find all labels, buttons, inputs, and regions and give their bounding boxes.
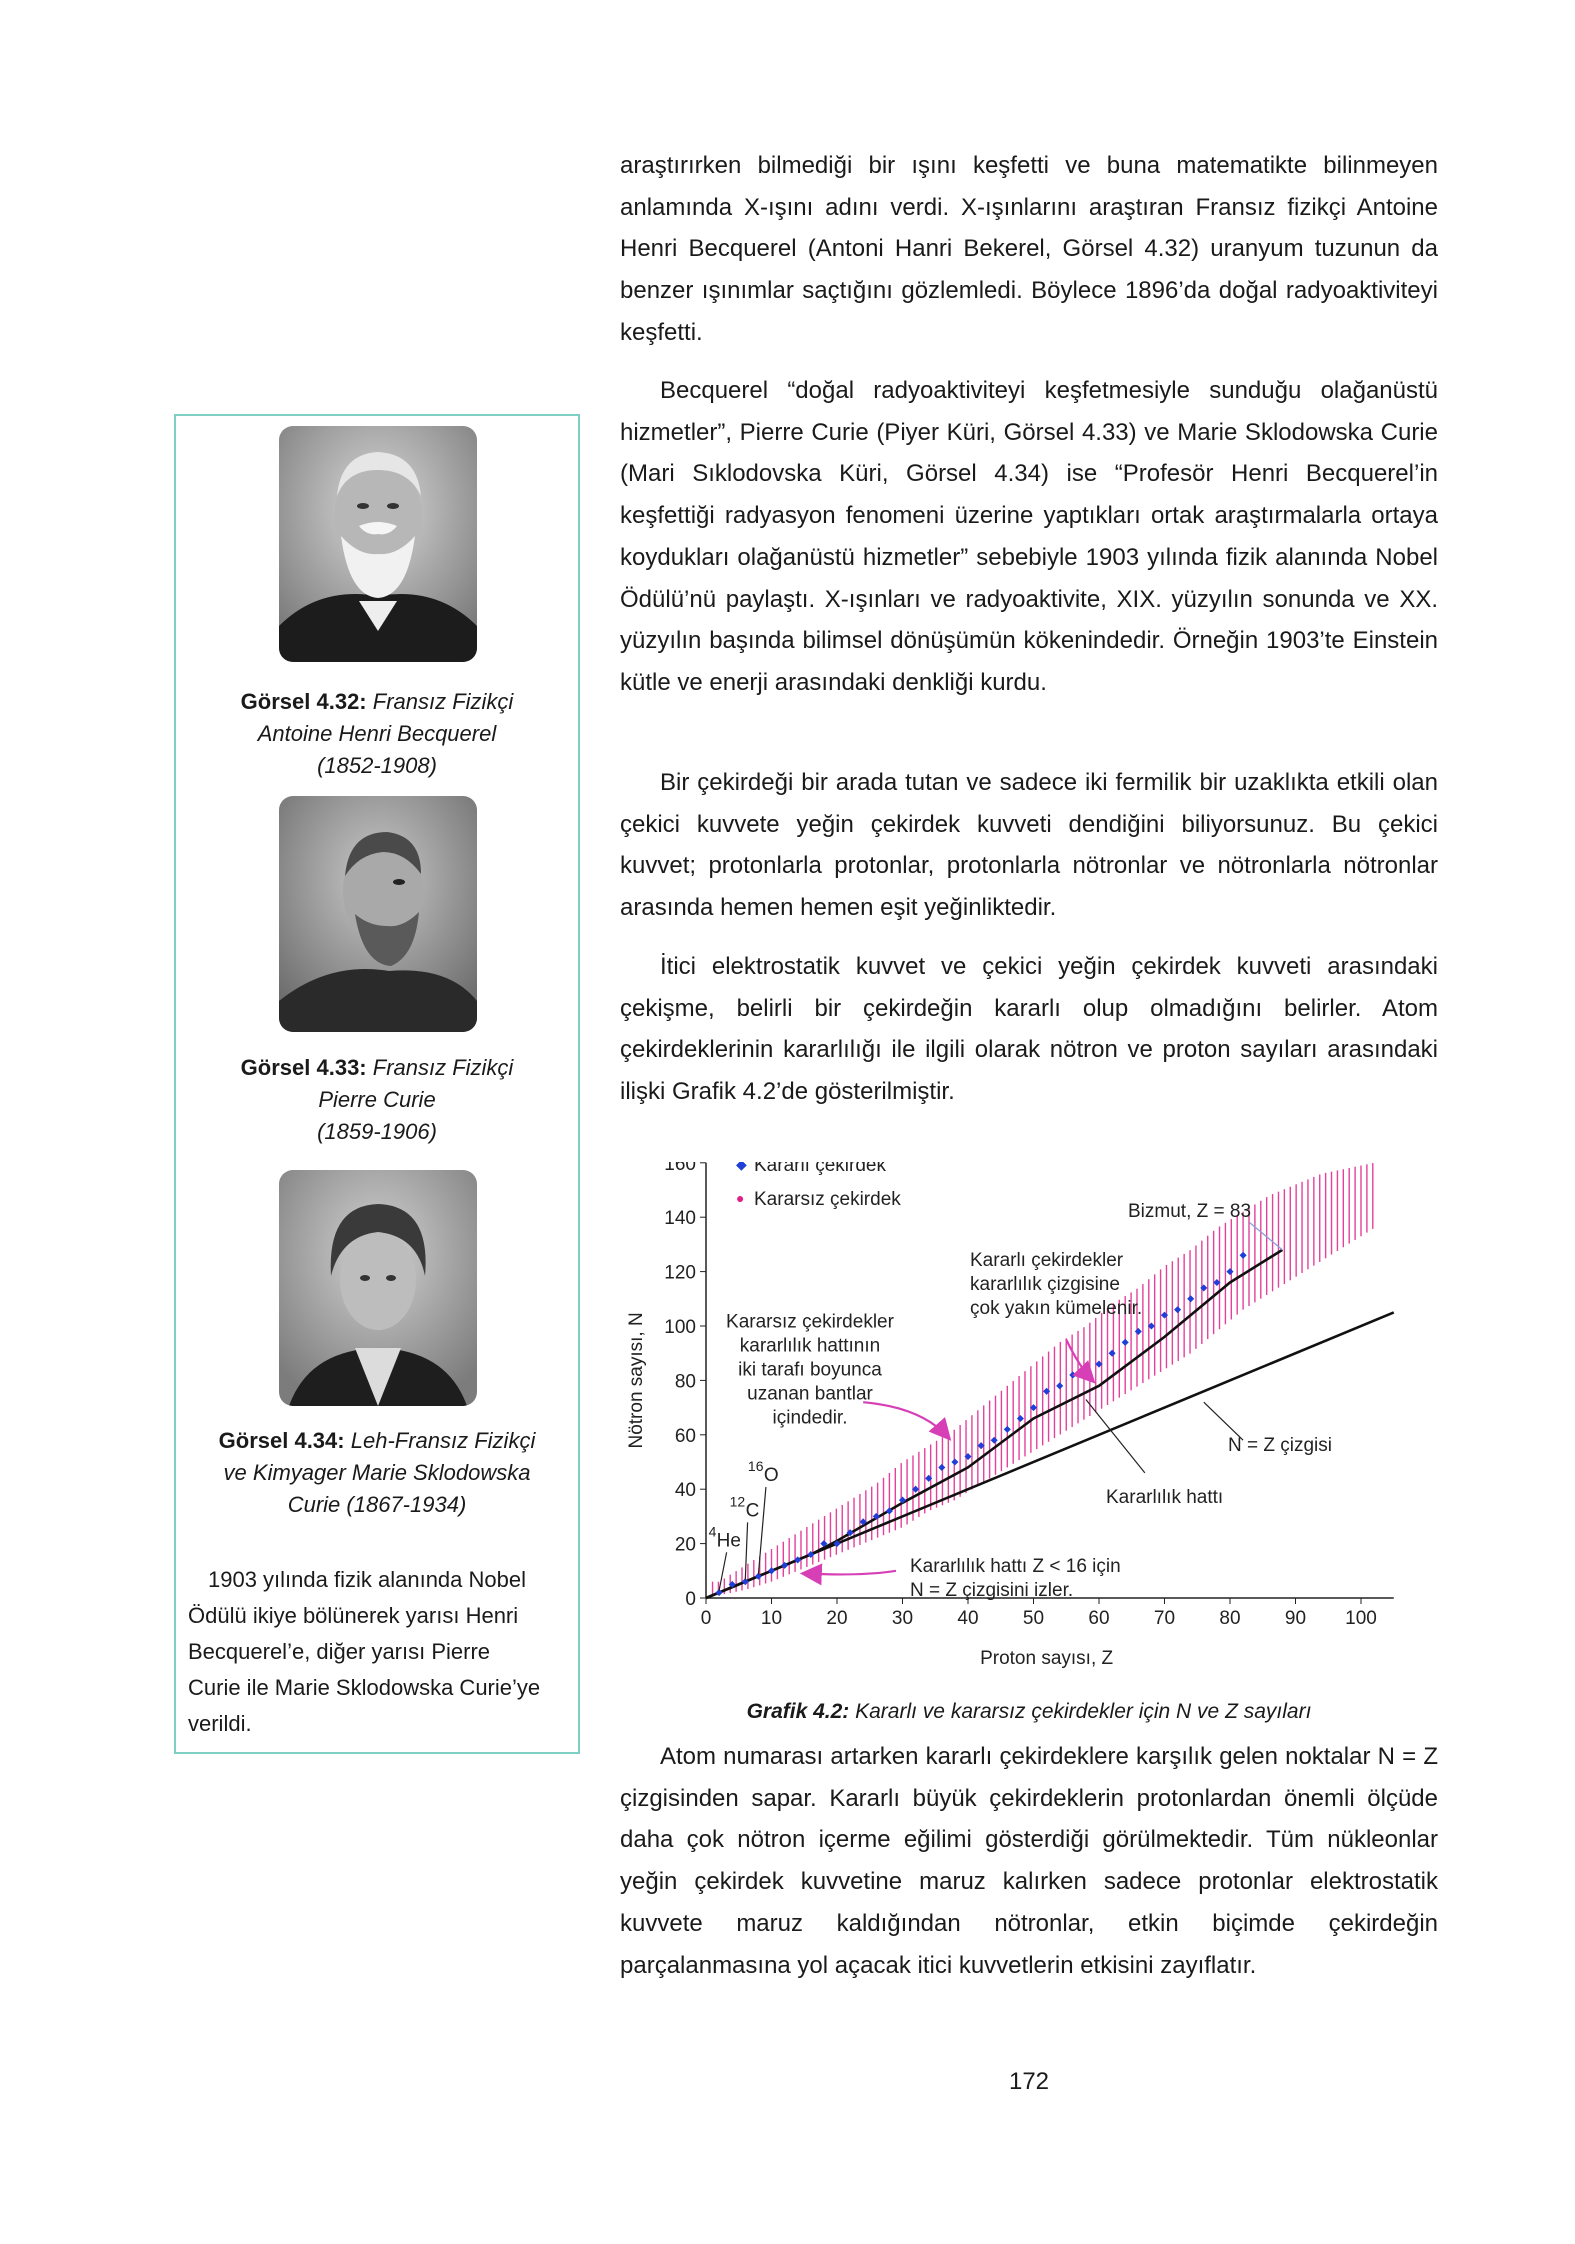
- annotation-unstable-bands: Kararsız çekirdekler: [726, 1311, 894, 1333]
- annotation-stability-line: Kararlılık hattı: [1106, 1486, 1224, 1508]
- stable-point: [768, 1567, 775, 1574]
- unstable-bands-arrow: [863, 1402, 948, 1437]
- x-tick-label: 20: [826, 1608, 848, 1629]
- x-tick-label: 50: [1022, 1608, 1045, 1629]
- annotation-low-z: Kararlılık hattı Z < 16 için: [910, 1556, 1121, 1578]
- caption-marie-curie: Görsel 4.34: Leh-Fransız Fizikçi ve Kimyager Marie Sklodowska Curie (1867-1934): [218, 1428, 536, 1517]
- x-tick-label: 70: [1153, 1608, 1176, 1629]
- x-axis-title: Proton sayısı, Z: [980, 1648, 1114, 1669]
- isotope-symbol: C: [745, 1500, 760, 1522]
- isotope-symbol: O: [763, 1465, 779, 1487]
- photo-pierre-curie: [279, 796, 477, 1032]
- stable-point: [1187, 1295, 1194, 1302]
- stable-point: [1226, 1268, 1233, 1275]
- stable-point: [1174, 1306, 1181, 1313]
- legend-label: Kararlı çekirdek: [754, 1162, 886, 1176]
- x-tick-label: 40: [957, 1608, 979, 1629]
- photo-becquerel: [279, 426, 477, 662]
- stable-point: [1017, 1415, 1024, 1422]
- nobel-note: 1903 yılında fizik alanında Nobel Ödülü ikiye bölünerek yarısı Henri Becquerel’e, diğer yarısı Pierre Curie ile Marie Sklodowska Curie’ye verildi.: [188, 1567, 541, 1736]
- x-tick-label: 90: [1284, 1608, 1307, 1629]
- y-tick-label: 100: [664, 1317, 696, 1338]
- isotope-leader: [758, 1487, 766, 1574]
- x-tick-label: 0: [700, 1608, 712, 1629]
- stable-point: [1004, 1426, 1011, 1433]
- y-tick-label: 40: [674, 1480, 696, 1502]
- stable-point: [1056, 1382, 1063, 1389]
- chart-figure: [628, 1162, 1428, 1687]
- x-tick-label: 80: [1219, 1608, 1241, 1629]
- stable-point: [1122, 1339, 1129, 1346]
- caption-becquerel: Görsel 4.32: Fransız Fizikçi Antoine Henri Becquerel (1852-1908): [240, 689, 514, 778]
- annotation-unstable-bands: uzanan bantlar: [747, 1383, 873, 1405]
- x-tick-label: 60: [1088, 1608, 1110, 1629]
- isotope-mass: 4: [708, 1523, 717, 1540]
- isotope-mass: 16: [747, 1458, 764, 1475]
- caption-pierre-curie: Görsel 4.33: Fransız Fizikçi Pierre Curie (1859-1906): [240, 1055, 514, 1144]
- y-tick-label: 80: [674, 1371, 696, 1393]
- paragraph-5: Atom numarası artarken kararlı çekirdeklere karşılık gelen noktalar N = Z çizgisinden sapar. Kararlı büyük çekirdeklerin protonlardan önemli ölçüde daha çok nötron içerme eğilimi gösterdiği görülmektedir. Tüm nükleonlar yeğin çekirdek kuvvetine maruz kalırken sadece protonlar elektrostatik kuvvete maruz kaldığından nötronlar, etkin biçimde çekirdeğin parçalanmasına yol açacak itici kuvvetlerin etkisini zayıflatır.: [620, 1743, 1438, 1979]
- paragraph-3: Bir çekirdeği bir arada tutan ve sadece iki fermilik bir uzaklıkta etkili olan çekici kuvvete yeğin çekirdek kuvveti dendiğini biliyorsunuz. Bu çekici kuvvet; protonlarla protonlar, protonlarla nötronlar ve nötronlarla nötronlar arasında hemen hemen eşit yeğinliktedir.: [620, 769, 1438, 922]
- legend-marker: ◆: [736, 1162, 747, 1172]
- paragraph-4: İtici elektrostatik kuvvet ve çekici yeğin çekirdek kuvveti arasındaki çekişme, belirli bir çekirdeğin kararlı olup olmadığını belirler. Atom çekirdeklerinin kararlılığı ile ilgili olarak nötron ve proton sayıları arasındaki ilişki Grafik 4.2’de gösterilmiştir.: [620, 953, 1438, 1106]
- legend-marker: ●: [736, 1189, 745, 1206]
- y-tick-label: 120: [664, 1262, 696, 1284]
- isotope-leader: [719, 1552, 727, 1590]
- annotation-unstable-bands: iki tarafı boyunca: [738, 1359, 882, 1381]
- annotation-low-z: N = Z çizgisini izler.: [910, 1580, 1074, 1602]
- y-tick-label: 0: [685, 1589, 696, 1610]
- y-tick-label: 20: [674, 1534, 696, 1556]
- annotation-bizmut: Bizmut, Z = 83: [1128, 1201, 1252, 1223]
- annotation-nz-line: N = Z çizgisi: [1228, 1435, 1332, 1457]
- legend-label: Kararsız çekirdek: [754, 1188, 901, 1210]
- isotope-mass: 12: [729, 1493, 746, 1510]
- stable-point: [1109, 1350, 1116, 1357]
- nz-chart: [628, 1162, 1428, 1682]
- paragraph-2: Becquerel “doğal radyoaktiviteyi keşfetmesiyle sunduğu olağanüstü hizmetler”, Pierre Curie (Piyer Küri, Görsel 4.33) ve Marie Sklodowska Curie (Mari Sıklodovska Küri, Görsel 4.34) ise “Profesör Henri Becquerel’in keşfettiği radyasyon fenomeni üzerine yaptıkları ortak araştırmalarla ortaya koydukları olağanüstü hizmetler” sebebiyle 1903 yılında fizik alanında Nobel Ödülü’nü paylaştı. X-ışınları ve radyoaktivite, XIX. yüzyılın sonunda ve XX. yüzyılın başında bilimsel dönüşümün kökenindedir. Örneğin 1903’te Einstein kütle ve enerji arasındaki denkliği kurdu.: [620, 377, 1438, 696]
- x-tick-label: 10: [760, 1608, 783, 1629]
- stable-point: [781, 1562, 788, 1569]
- y-tick-label: 140: [664, 1208, 696, 1230]
- stable-point: [1240, 1252, 1247, 1259]
- y-tick-label: 160: [664, 1162, 696, 1175]
- annotation-stable-cluster: Kararlı çekirdekler: [970, 1250, 1124, 1272]
- paragraph-1: araştırırken bilmediği bir ışını keşfetti ve buna matematikte bilinmeyen anlamında X-ışını adını verdi. X-ışınlarını araştıran Fransız fizikçi Antoine Henri Becquerel (Antoni Hanri Bekerel, Görsel 4.32) uranyum tuzunun da benzer ışınımlar saçtığını gözlemledi. Böylece 1896’da doğal radyoaktiviteyi keşfetti.: [620, 152, 1438, 346]
- stable-point: [1069, 1371, 1076, 1378]
- stable-point: [951, 1458, 958, 1465]
- isotope-symbol: He: [716, 1530, 741, 1552]
- page-number: 172: [1008, 2068, 1050, 2095]
- annotation-stable-cluster: kararlılık çizgisine: [970, 1274, 1120, 1296]
- y-tick-label: 60: [674, 1425, 696, 1447]
- annotation-unstable-bands: içindedir.: [772, 1407, 848, 1429]
- x-tick-label: 100: [1345, 1608, 1377, 1629]
- figure-caption: Grafik 4.2: Kararlı ve kararsız çekirdekler için N ve Z sayıları: [746, 1700, 1312, 1723]
- low-z-arrow: [804, 1571, 896, 1575]
- stable-point: [991, 1437, 998, 1444]
- stable-point: [938, 1464, 945, 1471]
- annotation-stable-cluster: çok yakın kümelenir.: [970, 1298, 1143, 1320]
- annotation-unstable-bands: kararlılık hattının: [739, 1335, 881, 1357]
- photo-marie-curie: [279, 1170, 477, 1406]
- x-tick-label: 30: [891, 1608, 914, 1629]
- y-axis-title: Nötron sayısı, N: [628, 1312, 647, 1449]
- stable-point: [1135, 1328, 1142, 1335]
- nz-leader: [1204, 1402, 1243, 1440]
